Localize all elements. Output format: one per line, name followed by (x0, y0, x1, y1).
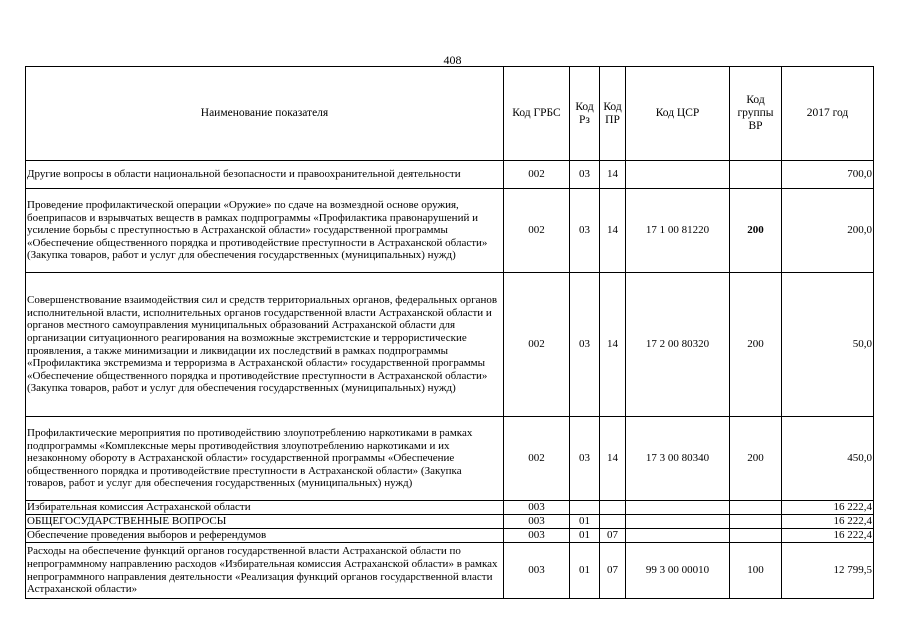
row-amount: 12 799,5 (782, 543, 874, 599)
row-rz: 03 (570, 273, 600, 417)
row-pr (600, 501, 626, 515)
row-pr: 14 (600, 273, 626, 417)
row-name: Проведение профилактической операции «Оружие» по сдаче на возмездной основе оружия, боеприпасов и взрывчатых веществ в рамках подпрограммы «Профилактика правонарушений и усиление борьбы с преступностью в Астраханской области» государственной программы «Обеспечение общественного порядка и противодействие преступности в Астраханской области» (Закупка товаров, работ и услуг для обеспечения государственных (муниципальных) нужд) (26, 189, 504, 273)
row-csr: 17 1 00 81220 (626, 189, 730, 273)
header-pr: Код ПР (600, 67, 626, 161)
header-rz: Код Рз (570, 67, 600, 161)
row-csr: 17 3 00 80340 (626, 417, 730, 501)
row-name: Совершенствование взаимодействия сил и средств территориальных органов, федеральных органов исполнительной власти, исполнительных органов государственной власти Астраханской области и органов местного самоуправления муниципальных образований Астраханской области для организации ситуационного реагирования на возможные экстремистские и террористические проявления, а также минимизации и ликвидации их последствий в рамках подпрограммы «Профилактика экстремизма и терроризма в Астраханской области» государственной программы «Обеспечение общественного порядка и противодействие преступности в Астраханской области» (Закупка товаров, работ и услуг для обеспечения государственных (муниципальных) нужд) (26, 273, 504, 417)
row-name: Обеспечение проведения выборов и референдумов (26, 529, 504, 543)
row-grbs: 002 (504, 161, 570, 189)
row-rz: 01 (570, 515, 600, 529)
table-row (26, 501, 874, 515)
budget-table (25, 66, 874, 599)
row-vr (730, 529, 782, 543)
row-rz: 03 (570, 189, 600, 273)
row-vr (730, 161, 782, 189)
row-vr: 200 (730, 417, 782, 501)
row-name: Другие вопросы в области национальной безопасности и правоохранительной деятельности (26, 161, 504, 189)
row-csr (626, 501, 730, 515)
row-rz: 03 (570, 417, 600, 501)
header-row (26, 67, 874, 161)
row-amount: 700,0 (782, 161, 874, 189)
row-amount: 16 222,4 (782, 529, 874, 543)
row-vr (730, 515, 782, 529)
table-row (26, 529, 874, 543)
row-rz: 03 (570, 161, 600, 189)
row-amount: 200,0 (782, 189, 874, 273)
row-csr (626, 529, 730, 543)
row-amount: 16 222,4 (782, 515, 874, 529)
row-amount: 50,0 (782, 273, 874, 417)
row-name: Профилактические мероприятия по противодействию злоупотреблению наркотиками в рамках подпрограммы «Комплексные меры противодействия злоупотреблению наркотиками и их незаконному обороту в Астраханской области» государственной программы «Обеспечение общественного порядка и противодействие преступности в Астраханской области» (Закупка товаров, работ и услуг для обеспечения государственных (муниципальных) нужд) (26, 417, 504, 501)
table-row (26, 273, 874, 417)
row-grbs: 002 (504, 273, 570, 417)
row-pr: 14 (600, 189, 626, 273)
header-csr: Код ЦСР (626, 67, 730, 161)
table-row (26, 161, 874, 189)
row-amount: 450,0 (782, 417, 874, 501)
row-rz: 01 (570, 543, 600, 599)
row-vr: 100 (730, 543, 782, 599)
table-row (26, 515, 874, 529)
row-rz: 01 (570, 529, 600, 543)
row-rz (570, 501, 600, 515)
row-vr: 200 (730, 189, 782, 273)
row-csr: 99 3 00 00010 (626, 543, 730, 599)
table-row (26, 189, 874, 273)
row-vr (730, 501, 782, 515)
row-csr (626, 515, 730, 529)
row-pr: 14 (600, 417, 626, 501)
table-row (26, 417, 874, 501)
row-name: Расходы на обеспечение функций органов государственной власти Астраханской области по непрограммному направлению расходов «Избирательная комиссия Астраханской области» в рамках непрограммного направления деятельности «Реализация функций органов государственной власти Астраханской области» (26, 543, 504, 599)
header-vr: Код группы ВР (730, 67, 782, 161)
row-grbs: 003 (504, 543, 570, 599)
row-amount: 16 222,4 (782, 501, 874, 515)
row-grbs: 003 (504, 501, 570, 515)
row-csr (626, 161, 730, 189)
row-pr: 07 (600, 543, 626, 599)
row-name: ОБЩЕГОСУДАРСТВЕННЫЕ ВОПРОСЫ (26, 515, 504, 529)
header-grbs: Код ГРБС (504, 67, 570, 161)
row-grbs: 002 (504, 189, 570, 273)
row-pr (600, 515, 626, 529)
row-name: Избирательная комиссия Астраханской области (26, 501, 504, 515)
header-year: 2017 год (782, 67, 874, 161)
row-csr: 17 2 00 80320 (626, 273, 730, 417)
row-pr: 14 (600, 161, 626, 189)
row-pr: 07 (600, 529, 626, 543)
table-row (26, 543, 874, 599)
row-vr: 200 (730, 273, 782, 417)
row-grbs: 003 (504, 515, 570, 529)
row-grbs: 003 (504, 529, 570, 543)
row-grbs: 002 (504, 417, 570, 501)
header-name: Наименование показателя (26, 67, 504, 161)
page-number: 408 (443, 53, 462, 67)
